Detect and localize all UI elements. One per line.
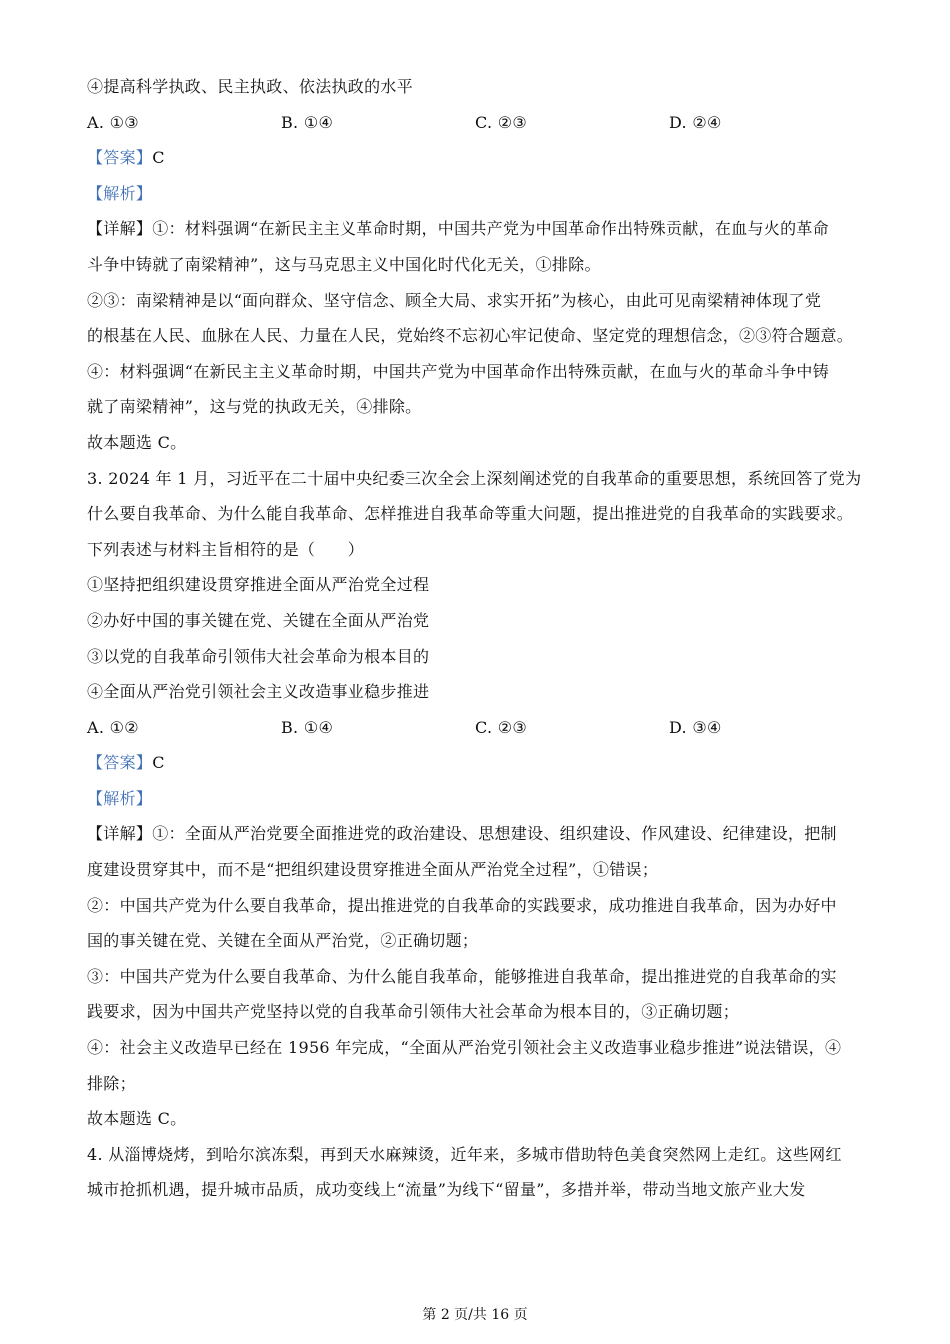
q3-detail-line: 排除； — [87, 1073, 136, 1093]
q3-detail-line: ②：中国共产党为什么要自我革命，提出推进党的自我革命的实践要求，成功推进自我革命，因为办好中 — [87, 895, 837, 915]
q3-option-c: C. ②③ — [475, 717, 528, 737]
answer-tag: 【答案】 — [87, 753, 153, 773]
answer-value: C — [152, 753, 165, 773]
q2-detail-line: 【详解】①：材料强调“在新民主主义革命时期，中国共产党为中国革命作出特殊贡献，在血与火的革命 — [87, 219, 829, 239]
q3-item-1: ①坚持把组织建设贯穿推进全面从严治党全过程 — [87, 575, 430, 595]
q2-option-d: D. ②④ — [669, 112, 722, 132]
q2-item-4: ④提高科学执政、民主执政、依法执政的水平 — [87, 77, 414, 96]
q3-item-2: ②办好中国的事关键在党、关键在全面从严治党 — [87, 610, 430, 630]
q3-option-d: D. ③④ — [669, 717, 722, 737]
q3-item-3: ③以党的自我革命引领伟大社会革命为根本目的 — [87, 646, 430, 666]
q3-stem-line: 下列表述与材料主旨相符的是（ ） — [87, 539, 365, 559]
q3-answer — [87, 745, 877, 781]
q2-detail-line: 的根基在人民、血脉在人民、力量在人民，党始终不忘初心牢记使命、坚定党的理想信念，②③符合题意。 — [87, 326, 854, 346]
q4-stem-line: 4. 从淄博烧烤，到哈尔滨冻梨，再到天水麻辣烫，近年来，多城市借助特色美食突然网上走红。这些网红 — [87, 1144, 842, 1164]
q3-analysis-tag: 【解析】 — [87, 788, 153, 808]
q3-detail-line: ④：社会主义改造早已经在 1956 年完成，“全面从严治党引领社会主义改造事业稳步推进”说法错误，④ — [87, 1038, 842, 1058]
q2-detail-line: 斗争中铸就了南梁精神”，这与马克思主义中国化时代化无关，①排除。 — [87, 254, 601, 274]
q4-stem-line: 城市抢抓机遇，提升城市品质，成功变线上“流量”为线下“留量”，多措并举，带动当地文旅产业大发 — [87, 1180, 806, 1200]
q3-detail-line: 践要求，因为中国共产党坚持以党的自我革命引领伟大社会革命为根本目的，③正确切题； — [87, 1002, 740, 1022]
q2-conclusion: 故本题选 C。 — [87, 432, 187, 452]
q3-detail-line: 度建设贯穿其中，而不是“把组织建设贯穿推进全面从严治党全过程”，①错误； — [87, 860, 659, 880]
q2-option-a: A. ①③ — [87, 112, 139, 132]
q3-options — [87, 710, 877, 746]
q2-detail-line: ②③：南梁精神是以“面向群众、坚守信念、顾全大局、求实开拓”为核心，由此可见南梁精神体现了党 — [87, 290, 822, 310]
q3-option-a: A. ①② — [87, 717, 139, 737]
q2-options — [87, 105, 877, 141]
q2-answer — [87, 140, 877, 176]
answer-value: C — [152, 148, 165, 168]
q3-stem-line: 3. 2024 年 1 月，习近平在二十届中央纪委三次全会上深刻阐述党的自我革命的重要思想，系统回答了党为 — [87, 468, 862, 488]
q3-detail-line: 【详解】①：全面从严治党要全面推进党的政治建设、思想建设、组织建设、作风建设、纪律建设，把制 — [87, 824, 837, 844]
q3-item-4: ④全面从严治党引领社会主义改造事业稳步推进 — [87, 682, 430, 702]
q2-detail-line: ④：材料强调“在新民主主义革命时期，中国共产党为中国革命作出特殊贡献，在血与火的革命斗争中铸 — [87, 361, 829, 381]
q3-conclusion: 故本题选 C。 — [87, 1109, 187, 1129]
q2-option-c: C. ②③ — [475, 112, 528, 132]
q3-detail-line: ③：中国共产党为什么要自我革命、为什么能自我革命，能够推进自我革命，提出推进党的自我革命的实 — [87, 966, 837, 986]
page-footer: 第 2 页/共 16 页 — [422, 1307, 528, 1323]
q3-option-b: B. ①④ — [281, 717, 334, 737]
document-page — [87, 69, 877, 1208]
q2-analysis-tag: 【解析】 — [87, 183, 153, 203]
q2-detail-line: 就了南梁精神”，这与党的执政无关，④排除。 — [87, 397, 422, 417]
answer-tag: 【答案】 — [87, 148, 153, 168]
q3-detail-line: 国的事关键在党、关键在全面从严治党，②正确切题； — [87, 931, 479, 951]
q3-stem-line: 什么要自我革命、为什么能自我革命、怎样推进自我革命等重大问题，提出推进党的自我革命的实践要求。 — [87, 504, 854, 524]
q2-option-b: B. ①④ — [281, 112, 334, 132]
